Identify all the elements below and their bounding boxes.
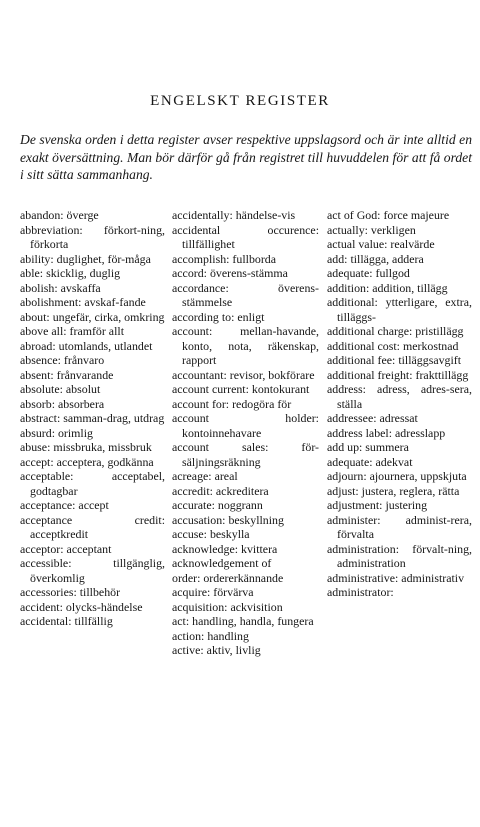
register-entry: accessible: tillgänglig, överkomlig	[20, 556, 165, 585]
register-entry: address: adress, adres-sera, ställa	[327, 382, 472, 411]
register-entry: accuse: beskylla	[172, 527, 250, 541]
register-entry: abroad: utomlands, utlandet	[20, 338, 153, 353]
register-entry: addition: addition, tillägg	[327, 280, 448, 295]
register-entry: acquisition: ackvisition	[172, 599, 283, 614]
register-entry: acceptance: accept	[20, 498, 109, 512]
register-entry: acknowledgement of	[172, 556, 272, 570]
register-entry: about: ungefär, cirka, omkring	[20, 309, 165, 324]
register-entry: accessories: tillbehör	[20, 585, 121, 599]
register-entry: add up: summera	[327, 440, 409, 454]
register-entry: acceptable: acceptabel, godtagbar	[20, 469, 165, 498]
register-entry: accept: acceptera, godkänna	[20, 454, 154, 469]
register-entry: act: handling, handla, fungera	[172, 614, 314, 628]
register-entry: administrative: administrativ	[327, 570, 465, 585]
register-entry: accountant: revisor, bokförare	[172, 367, 315, 382]
register-entry: accomplish: fullborda	[172, 251, 277, 266]
register-entry: adjourn: ajournera, uppskjuta	[327, 469, 467, 483]
register-intro: De svenska orden i detta register avser respektive uppslagsord och är inte alltid en exakt översättning. Man bör därför gå från registret till huvuddelen för att få ordet i sitt sätta sammanhang.	[20, 132, 472, 182]
register-column-1	[20, 208, 165, 629]
register-entry: accidental: tillfällig	[20, 614, 113, 628]
register-entry: acceptor: acceptant	[20, 541, 112, 556]
register-entry: accurate: noggrann	[172, 498, 263, 512]
register-entry: accredit: ackreditera	[172, 483, 269, 498]
register-entry: absent: frånvarande	[20, 367, 114, 382]
register-entry: additional freight: frakttillägg	[327, 367, 469, 382]
register-entry: administer: administ-rera, förvalta	[327, 512, 472, 541]
register-entry: account for: redogöra för	[172, 396, 292, 411]
register-entry: account sales: för-säljningsräkning	[172, 440, 319, 469]
register-entry: according to: enligt	[172, 309, 265, 324]
register-entry: abuse: missbruka, missbruk	[20, 440, 152, 454]
register-entry: add: tillägga, addera	[327, 251, 424, 266]
register-entry: additional cost: merkostnad	[327, 338, 459, 353]
register-entry: accordance: överens-stämmelse	[172, 280, 319, 309]
register-entry: adequate: fullgod	[327, 266, 410, 280]
register-entry: acreage: areal	[172, 469, 238, 483]
register-entry: account current: kontokurant	[172, 382, 310, 396]
register-entry: absence: frånvaro	[20, 353, 105, 367]
register-entry: actually: verkligen	[327, 222, 416, 237]
register-entry: administration: förvalt-ning, administration	[327, 541, 472, 570]
register-entry: accidental occurence: tillfällighet	[172, 222, 319, 251]
register-entry: able: skicklig, duglig	[20, 266, 121, 280]
register-entry: additional fee: tilläggsavgift	[327, 353, 462, 367]
register-column-3	[327, 208, 472, 600]
register-entry: additional: ytterligare, extra, tilläggs-	[327, 295, 472, 324]
register-entry: actual value: realvärde	[327, 237, 435, 251]
register-entry: accusation: beskyllning	[172, 512, 284, 527]
register-entry: acknowledge: kvittera	[172, 541, 278, 556]
register-entry: additional charge: pristillägg	[327, 324, 464, 338]
register-entry: abstract: samman-drag, utdrag	[20, 411, 165, 425]
register-entry: abolishment: avskaf-fande	[20, 295, 146, 309]
register-entry: accidentally: händelse-vis	[172, 208, 296, 222]
register-entry: adequate: adekvat	[327, 454, 413, 469]
register-entry: acquire: förvärva	[172, 585, 254, 599]
register-entry: active: aktiv, livlig	[172, 643, 261, 657]
register-entry: act of God: force majeure	[327, 208, 450, 222]
register-entry: above all: framför allt	[20, 324, 124, 338]
register-entry: adjustment: justering	[327, 498, 428, 512]
register-entry: addressee: adressat	[327, 411, 418, 425]
register-entry: action: handling	[172, 628, 249, 643]
register-entry: adjust: justera, reglera, rätta	[327, 483, 460, 498]
register-entry: order: ordererkännande	[172, 570, 284, 585]
register-column-2	[172, 208, 319, 658]
register-entry: account holder: kontoinnehavare	[172, 411, 319, 440]
register-title: ENGELSKT REGISTER	[150, 93, 330, 109]
register-entry: address label: adresslapp	[327, 425, 446, 440]
register-entry: abandon: överge	[20, 208, 99, 222]
register-entry: acceptance credit: acceptkredit	[20, 512, 165, 541]
register-entry: absurd: orimlig	[20, 425, 93, 440]
register-entry: absorb: absorbera	[20, 396, 105, 411]
register-entry: administrator:	[327, 585, 394, 599]
register-entry: account: mellan-havande, konto, nota, räkenskap, rapport	[172, 324, 319, 367]
register-entry: abbreviation: förkort-ning, förkorta	[20, 222, 165, 251]
register-entry: accident: olycks-händelse	[20, 599, 143, 614]
register-entry: ability: duglighet, för-måga	[20, 251, 151, 266]
register-entry: abolish: avskaffa	[20, 280, 101, 295]
register-entry: accord: överens-stämma	[172, 266, 288, 280]
register-entry: absolute: absolut	[20, 382, 101, 396]
